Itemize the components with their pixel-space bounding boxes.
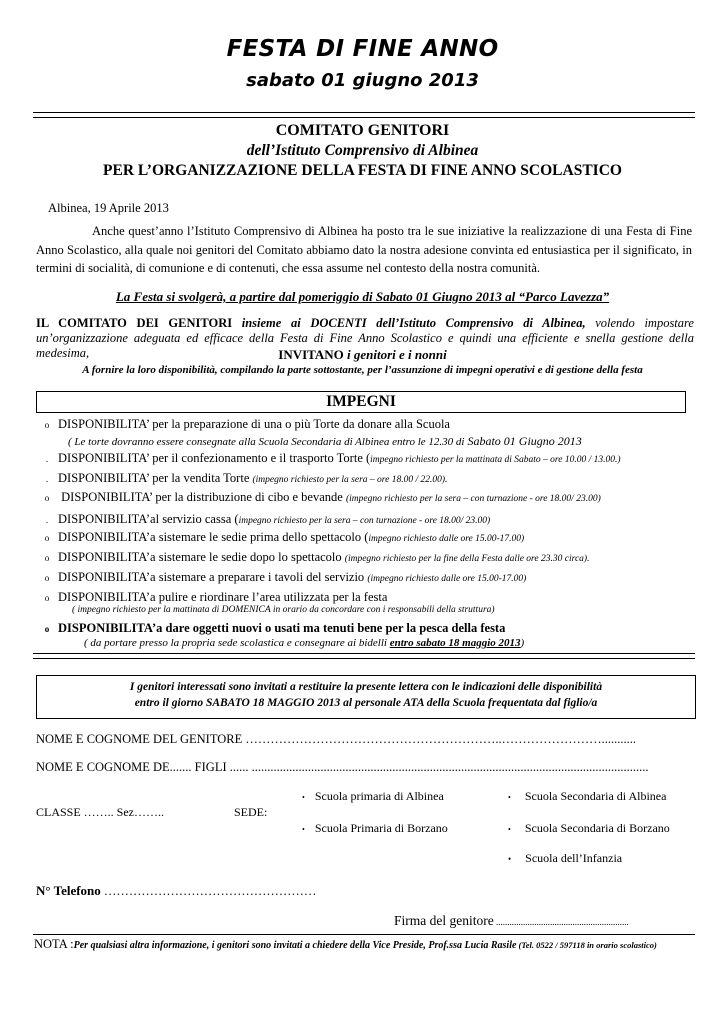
impegno-subnote: ( impegno richiesto per la mattinata di DOMENICA in orario da concordare con i responsabili della struttura) — [72, 605, 495, 615]
bullet-icon: . — [45, 454, 49, 465]
genitori-line-2: entro il giorno SABATO 18 MAGGIO 2013 al personale ATA della Scuola frequentata dal figlio/a — [134, 697, 598, 709]
school-option[interactable] — [302, 821, 448, 836]
school-label: Scuola Primaria di Borzano — [314, 821, 448, 835]
bullet-icon: o — [44, 553, 50, 564]
impegno-text: DISPONIBILITA’a sistemare le sedie dopo lo spettacolo — [58, 550, 345, 564]
nota-footer — [34, 937, 694, 953]
bullet-icon: o — [44, 624, 50, 635]
firma-label: Firma del genitore — [394, 913, 494, 928]
impegno-row — [36, 451, 708, 466]
nota-text: Per qualsiasi altra informazione, i genitori sono invitati a chiedere della Vice Preside, Prof.ssa Lucia Rasile — [73, 940, 517, 951]
intro-text: Anche quest’anno l’Istituto Comprensivo di Albinea ha posto tra le sue iniziative la realizzazione di una Festa di Fine Anno Scolastico, alla quale noi genitori del Comitato abbiamo dato la nostra adesione convinta ed entusiastica per il significato, in termini di socialità, di comunione e di contenuti, che essa assume nel contesto della nostra comunità. — [36, 224, 692, 275]
comitato-bold: IL COMITATO DEI GENITORI — [36, 316, 233, 330]
istituto-heading: dell’Istituto Comprensivo di Albinea — [246, 142, 479, 159]
invitano-italic: i genitori e i nonni — [343, 347, 447, 362]
impegno-note: ( da portare presso la propria sede scolastica e consegnare ai bidelli — [84, 637, 390, 649]
firma-dots: ........................................................... — [493, 917, 629, 927]
bullet-icon: o — [44, 493, 50, 504]
bullet-icon: • — [302, 793, 305, 802]
comitato-italic: insieme ai DOCENTI dell’Istituto Comprensivo di Albinea, — [232, 316, 586, 330]
impegno-note: (impegno richiesto per la fine della Festa dalle ore 23.30 circa). — [344, 554, 590, 564]
school-option[interactable] — [508, 851, 622, 866]
school-option[interactable] — [508, 821, 670, 836]
impegno-row — [36, 471, 708, 486]
impegni-heading: IMPEGNI — [36, 391, 686, 413]
telefono-field[interactable] — [36, 883, 316, 899]
impegno-text: DISPONIBILITA’a pulire e riordinare l’area utilizzata per la festa — [58, 590, 388, 604]
classe-field[interactable]: CLASSE …….. Sez…….. — [36, 805, 165, 819]
bullet-icon: o — [44, 533, 50, 544]
impegno-text: DISPONIBILITA’ per il confezionamento e il trasporto Torte ( — [58, 451, 371, 465]
school-label: Scuola dell’Infanzia — [525, 851, 623, 865]
bullet-icon: . — [45, 515, 49, 526]
fornire-line: A fornire la loro disponibilità, compilando la parte sottostante, per l’assunzione di impegni operativi e di gestione della festa — [82, 364, 643, 376]
intro-paragraph — [36, 222, 692, 278]
impegno-row — [36, 550, 708, 565]
impegno-text: DISPONIBILITA’al servizio cassa ( — [58, 512, 239, 526]
impegno-row — [36, 590, 708, 605]
impegno-row — [36, 530, 708, 545]
impegno-note-date: Sabato 01 Giugno 2013 — [464, 434, 582, 448]
impegno-note: ( Le torte dovranno essere consegnate alla Scuola Secondaria di Albinea entro le 12.30 di — [68, 436, 465, 448]
impegno-note: impegno richiesto per la sera – con turnazione - ore 18.00/ 23.00) — [238, 516, 491, 526]
invitano-line — [0, 347, 725, 363]
impegno-text: DISPONIBILITA’ per la preparazione di una o più Torte da donare alla Scuola — [58, 417, 450, 431]
nota-tel: (Tel. 0522 / 597118 in orario scolastico) — [516, 940, 657, 950]
document-subtitle: sabato 01 giugno 2013 — [246, 70, 479, 91]
school-label: Scuola Secondaria di Borzano — [524, 821, 670, 835]
nome-figli-field[interactable]: NOME E COGNOME DE....... FIGLI ...... ............................................................................................................................... — [36, 760, 649, 774]
impegno-row — [36, 490, 708, 505]
school-option[interactable] — [302, 789, 444, 804]
sede-label: SEDE: — [234, 805, 268, 819]
impegno-subnote — [68, 434, 725, 449]
bullet-icon: o — [44, 573, 50, 584]
organizzazione-heading: PER L’ORGANIZZAZIONE DELLA FESTA DI FINE ANNO SCOLASTICO — [103, 162, 622, 179]
school-label: Scuola primaria di Albinea — [314, 789, 444, 803]
invitano-bold: INVITANO — [278, 347, 344, 362]
school-label: Scuola Secondaria di Albinea — [524, 789, 667, 803]
impegno-note: (impegno richiesto per la sera – ore 18.00 / 22.00). — [252, 475, 448, 485]
impegno-text: DISPONIBILITA’ per la distribuzione di cibo e bevande — [58, 490, 346, 504]
telefono-dots: …………………………………………… — [100, 884, 317, 898]
impegno-row — [36, 512, 708, 527]
impegno-row — [36, 570, 708, 585]
date-line: Albinea, 19 Aprile 2013 — [48, 201, 169, 215]
bullet-icon: o — [44, 593, 50, 604]
bullet-icon: • — [508, 793, 511, 802]
impegno-text: DISPONIBILITA’a sistemare le sedie prima dello spettacolo ( — [58, 530, 369, 544]
firma-field[interactable] — [394, 913, 629, 929]
impegno-text: DISPONIBILITA’a dare oggetti nuovi o usati ma tenuti bene per la pesca della festa — [58, 621, 506, 635]
document-title: FESTA DI FINE ANNO — [226, 36, 499, 62]
impegno-note: (impegno richiesto per la sera – con turnazione - ore 18.00/ 23.00) — [345, 494, 601, 504]
bullet-icon: • — [508, 825, 511, 834]
bullet-icon: • — [302, 825, 305, 834]
bullet-icon: o — [44, 420, 50, 431]
genitori-box — [36, 675, 696, 719]
comitato-heading: COMITATO GENITORI — [275, 122, 450, 139]
festa-line: La Festa si svolgerà, a partire dal pomeriggio di Sabato 01 Giugno 2013 al “Parco Lavezza” — [115, 289, 610, 304]
impegno-note: impegno richiesto per la mattinata di Sabato – ore 10.00 / 13.00.) — [370, 455, 621, 465]
impegno-note: (impegno richiesto dalle ore 15.00-17.00) — [367, 574, 527, 584]
divider — [33, 112, 695, 118]
genitori-line-1: I genitori interessati sono invitati a restituire la presente lettera con le indicazioni delle disponibilità — [129, 681, 603, 693]
divider — [33, 934, 695, 935]
impegno-subnote: ( da portare presso la propria sede scolastica e consegnare ai bidelli entro sabato 18 maggio 2013) — [84, 637, 525, 649]
bullet-icon: • — [508, 854, 512, 864]
nota-label: NOTA : — [34, 937, 74, 951]
impegno-row — [36, 621, 708, 636]
divider — [33, 653, 695, 659]
nome-genitore-field[interactable]: NOME E COGNOME DEL GENITORE ……………………………………………………..……………………........... — [36, 732, 636, 746]
impegno-text: DISPONIBILITA’ per la vendita Torte — [58, 471, 253, 485]
school-option[interactable] — [508, 789, 666, 804]
impegno-deadline: entro sabato 18 maggio 2013 — [389, 637, 521, 649]
bullet-icon: . — [45, 474, 49, 485]
impegno-note: impegno richiesto dalle ore 15.00-17.00) — [368, 534, 525, 544]
telefono-label: N° Telefono — [36, 883, 101, 898]
impegno-text: DISPONIBILITA’a sistemare a preparare i tavoli del servizio — [58, 570, 368, 584]
impegno-row — [36, 417, 708, 432]
comitato-rest: volendo impostare un’organizzazione adeguata ed efficace della Festa di Fine Anno Scolastico e quindi una efficiente e snella gestione della medesima, — [36, 316, 694, 360]
